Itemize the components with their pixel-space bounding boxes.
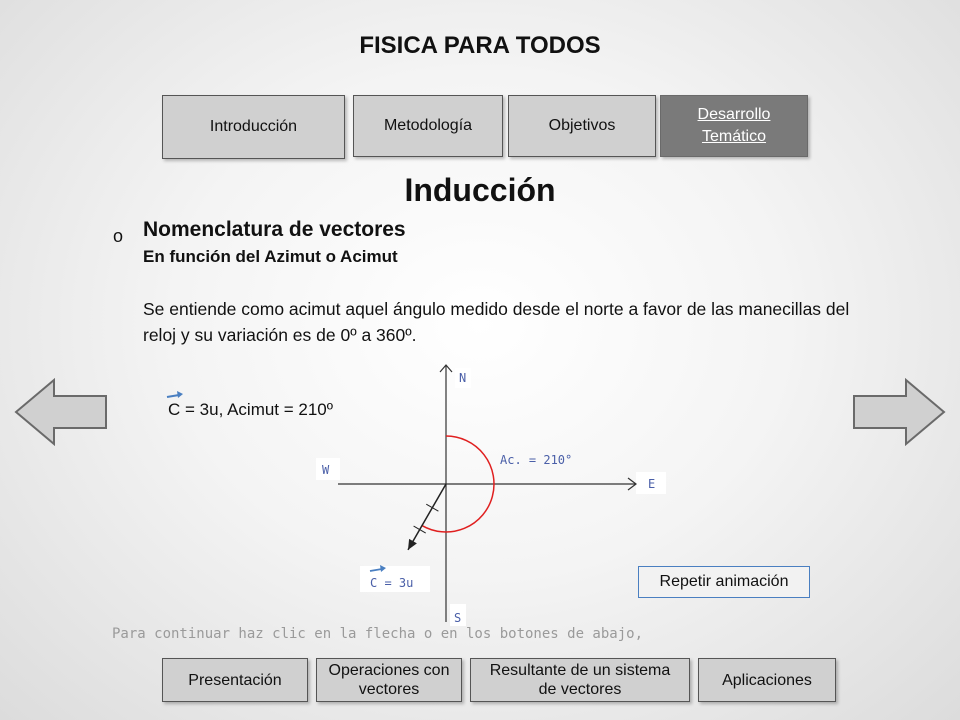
section-title: Nomenclatura de vectores: [143, 218, 406, 241]
tab-label: Objetivos: [548, 117, 616, 134]
nav-label: Presentación: [188, 671, 282, 689]
tab-label: Desarrollo Temático: [697, 106, 771, 145]
repeat-animation-button[interactable]: Repetir animación: [638, 566, 810, 598]
vector-magnitude-azimuth: = 3u, Acimut = 210º: [180, 400, 333, 419]
bullet-marker: o: [113, 226, 124, 246]
tab-desarrollo-tematico[interactable]: [660, 95, 808, 157]
tab-objetivos[interactable]: [508, 95, 656, 157]
tab-metodologia[interactable]: [353, 95, 503, 157]
vector-label: C = 3u: [370, 576, 414, 590]
north-label: N: [459, 371, 467, 385]
nav-label: Operaciones con vectores: [328, 662, 450, 698]
azimuth-description: Se entiende como acimut aquel ángulo medido desde el norte a favor de las manecillas del reloj y su variación es de 0º a 360º.: [143, 299, 850, 345]
azimuth-diagram: [300, 360, 680, 632]
vector-arrow-icon: [166, 390, 184, 400]
vector-variable: C: [168, 400, 181, 419]
tab-label: Metodología: [383, 117, 473, 134]
tab-introduccion[interactable]: [162, 95, 345, 159]
south-label: S: [454, 611, 462, 625]
east-label: E: [648, 477, 656, 491]
vector-c-line: [408, 484, 446, 550]
tab-label: Introducción: [209, 118, 298, 135]
nav-operaciones-vectores-button[interactable]: [316, 658, 462, 702]
nav-label: Aplicaciones: [722, 671, 812, 689]
west-label: W: [322, 463, 330, 477]
vector-c-arrowhead: [408, 539, 417, 550]
continue-hint: Para continuar haz clic en la flecha o en los botones de abajo,: [112, 626, 644, 642]
page-title: FISICA PARA TODOS: [359, 32, 601, 59]
next-arrow-button[interactable]: [852, 378, 946, 446]
nav-label: Resultante de un sistema de vectores: [489, 662, 671, 698]
vector-tick-mark: [426, 504, 438, 511]
previous-arrow-button[interactable]: [14, 378, 108, 446]
nav-resultante-sistema-button[interactable]: [470, 658, 690, 702]
section-heading: Inducción: [404, 172, 556, 208]
nav-presentacion-button[interactable]: [162, 658, 308, 702]
azimuth-angle-label: Ac. = 210°: [500, 453, 573, 467]
nav-aplicaciones-button[interactable]: [698, 658, 836, 702]
section-subtitle: En función del Azimut o Acimut: [143, 247, 398, 266]
